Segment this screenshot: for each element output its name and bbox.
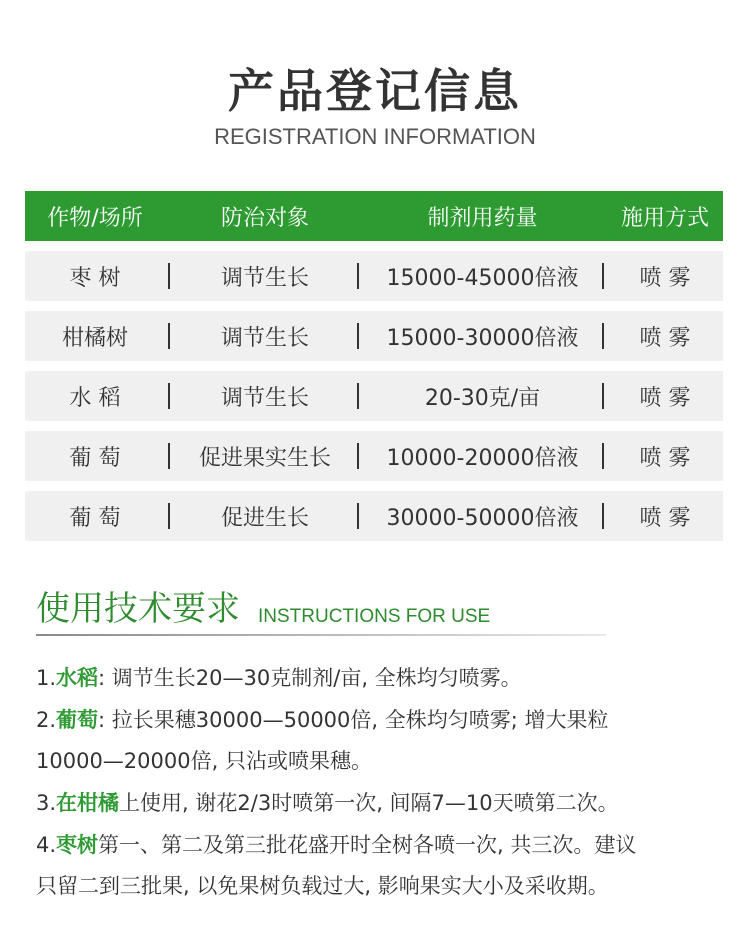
cell-target: 调节生长 bbox=[220, 265, 309, 291]
item-crop: 在柑橘 bbox=[56, 791, 120, 815]
column-divider bbox=[357, 323, 359, 349]
column-header-crop: 作物/场所 bbox=[47, 205, 143, 231]
section-divider bbox=[36, 634, 606, 636]
instruction-item-continuation: 10000—20000倍, 只沾或喷果穗。 bbox=[36, 749, 372, 773]
cell-dosage: 15000-45000倍液 bbox=[386, 265, 579, 291]
table-row bbox=[25, 371, 723, 421]
column-divider bbox=[168, 443, 170, 469]
cell-target: 调节生长 bbox=[220, 385, 309, 411]
cell-method: 喷 雾 bbox=[639, 505, 691, 531]
page-title: 产品登记信息 bbox=[228, 64, 522, 118]
table-row bbox=[25, 431, 723, 481]
instruction-item bbox=[36, 790, 619, 816]
cell-target: 促进生长 bbox=[220, 505, 309, 531]
column-divider bbox=[602, 323, 604, 349]
cell-target: 调节生长 bbox=[220, 325, 309, 351]
instruction-item-continuation: 只留二到三批果, 以免果树负载过大, 影响果实大小及采收期。 bbox=[36, 874, 609, 898]
column-divider bbox=[168, 263, 170, 289]
cell-method: 喷 雾 bbox=[639, 385, 691, 411]
item-crop: 水稻 bbox=[56, 666, 99, 690]
cell-crop: 柑橘树 bbox=[61, 325, 128, 351]
column-divider bbox=[168, 323, 170, 349]
item-text: 上使用, 谢花2/3时喷第一次, 间隔7—10天喷第二次。 bbox=[119, 791, 619, 815]
cell-method: 喷 雾 bbox=[639, 325, 691, 351]
column-divider bbox=[602, 383, 604, 409]
item-text: : 拉长果穗30000—50000倍, 全株均匀喷雾; 增大果粒 bbox=[98, 708, 609, 732]
instructions-subtitle: INSTRUCTIONS FOR USE bbox=[258, 606, 491, 627]
registration-table bbox=[25, 191, 723, 531]
column-divider bbox=[602, 443, 604, 469]
column-divider bbox=[357, 383, 359, 409]
item-text: 第一、第二及第三批花盛开时全树各喷一次, 共三次。建议 bbox=[98, 833, 637, 857]
table-header bbox=[25, 191, 723, 241]
item-crop: 葡萄 bbox=[56, 708, 99, 732]
item-number: 1. bbox=[36, 666, 57, 690]
column-divider bbox=[168, 383, 170, 409]
column-divider bbox=[357, 263, 359, 289]
column-divider bbox=[168, 503, 170, 529]
table-row bbox=[25, 251, 723, 301]
column-header-method: 施用方式 bbox=[620, 205, 709, 231]
cell-dosage: 15000-30000倍液 bbox=[386, 325, 579, 351]
instruction-item bbox=[36, 665, 522, 691]
cell-dosage: 10000-20000倍液 bbox=[386, 445, 579, 471]
cell-dosage: 30000-50000倍液 bbox=[386, 505, 579, 531]
item-number: 3. bbox=[36, 791, 57, 815]
page-subtitle: REGISTRATION INFORMATION bbox=[214, 124, 536, 149]
cell-method: 喷 雾 bbox=[639, 265, 691, 291]
cell-dosage: 20-30克/亩 bbox=[424, 385, 541, 411]
cell-crop: 枣 树 bbox=[69, 265, 121, 291]
instruction-item bbox=[36, 707, 609, 733]
column-divider bbox=[602, 503, 604, 529]
column-divider bbox=[602, 263, 604, 289]
item-number: 4. bbox=[36, 833, 57, 857]
item-crop: 枣树 bbox=[56, 833, 99, 857]
cell-crop: 葡 萄 bbox=[69, 445, 121, 471]
cell-method: 喷 雾 bbox=[639, 445, 691, 471]
cell-crop: 葡 萄 bbox=[69, 505, 121, 531]
table-row bbox=[25, 491, 723, 541]
cell-target: 促进果实生长 bbox=[198, 445, 331, 471]
cell-crop: 水 稻 bbox=[69, 385, 121, 411]
column-header-target: 防治对象 bbox=[220, 205, 309, 231]
item-text: : 调节生长20—30克制剂/亩, 全株均匀喷雾。 bbox=[98, 666, 522, 690]
column-header-dosage: 制剂用药量 bbox=[427, 205, 538, 231]
instructions-title: 使用技术要求 bbox=[36, 589, 240, 629]
item-number: 2. bbox=[36, 708, 57, 732]
table-row bbox=[25, 311, 723, 361]
column-divider bbox=[357, 443, 359, 469]
column-divider bbox=[357, 503, 359, 529]
instruction-item bbox=[36, 832, 636, 858]
